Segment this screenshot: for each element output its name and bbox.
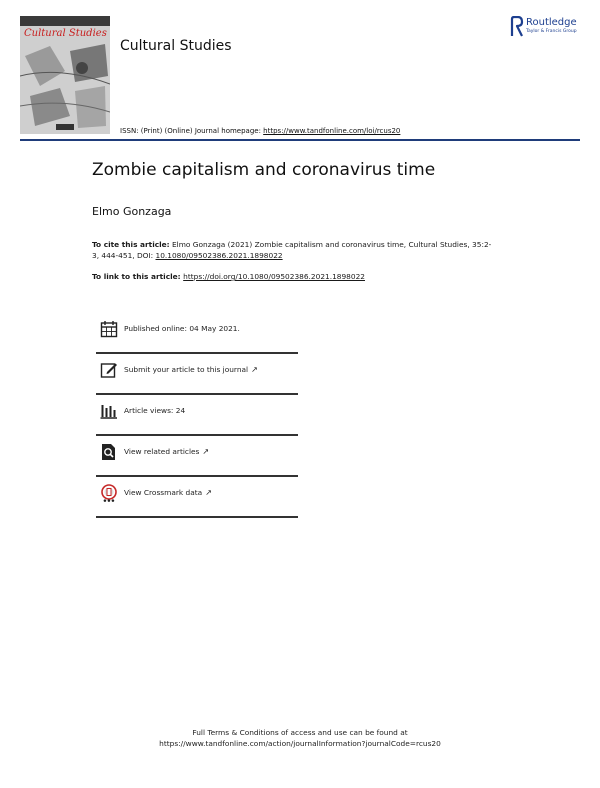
external-link-icon: ↗: [202, 447, 210, 456]
related-articles-row[interactable]: [96, 443, 298, 483]
article-views-row: [96, 402, 298, 442]
edit-icon: [100, 361, 118, 379]
link-label: To link to this article:: [92, 272, 184, 281]
article-title: Zombie capitalism and coronavirus time: [92, 160, 436, 180]
external-link-icon: ↗: [251, 365, 258, 374]
info-divider: [96, 434, 298, 436]
publisher-tagline: Taylor & Francis Group: [526, 29, 577, 34]
info-divider: [96, 475, 298, 477]
published-online-row: [96, 320, 298, 360]
info-divider: [96, 352, 298, 354]
citation-block: [92, 240, 492, 261]
external-link-icon: ↗: [205, 488, 212, 497]
crossmark-row[interactable]: [96, 484, 298, 524]
info-divider: [96, 393, 298, 395]
article-link-line: [92, 272, 365, 281]
journal-cover-image: [20, 16, 110, 134]
publisher-logo[interactable]: [510, 16, 586, 40]
issn-label: ISSN: (Print) (Online) Journal homepage:: [120, 127, 264, 135]
calendar-icon: [100, 320, 118, 338]
issn-line: [120, 127, 400, 135]
footer-terms-link[interactable]: https://www.tandfonline.com/action/journalInformation?journalCode=rcus20: [159, 739, 441, 748]
header-divider: [20, 139, 580, 141]
publisher-name: Routledge: [526, 17, 577, 28]
crossmark-icon: [100, 484, 118, 502]
related-articles-label: View related articles: [124, 447, 200, 456]
bar-chart-icon: [100, 402, 118, 420]
published-online-text: Published online: 04 May 2021.: [124, 324, 240, 333]
journal-homepage-link[interactable]: https://www.tandfonline.com/loi/rcus20: [263, 127, 401, 135]
citation-doi-link[interactable]: 10.1080/09502386.2021.1898022: [155, 250, 283, 260]
footer: [0, 727, 600, 749]
info-divider: [96, 516, 298, 518]
article-doi-link[interactable]: https://doi.org/10.1080/09502386.2021.1898022: [183, 272, 365, 281]
crossmark-link[interactable]: [124, 488, 212, 497]
related-articles-link[interactable]: [124, 447, 209, 456]
citation-label: To cite this article:: [92, 240, 170, 249]
svg-text:● ● ●: ● ● ●: [103, 498, 115, 502]
citation-text: Elmo Gonzaga (2021) Zombie capitalism and coronavirus time, Cultural Studies, 35:2-3, 444-451, DOI:: [92, 240, 492, 260]
footer-terms-text: Full Terms & Conditions of access and use can be found at: [192, 728, 408, 737]
search-document-icon: [100, 443, 118, 461]
crossmark-label: View Crossmark data: [124, 488, 203, 497]
cover-title: Cultural Studies: [24, 28, 107, 39]
journal-title[interactable]: Cultural Studies: [120, 38, 232, 54]
article-views-text: Article views: 24: [124, 406, 186, 415]
article-author: Elmo Gonzaga: [92, 205, 172, 218]
routledge-logo-icon: [510, 16, 524, 38]
submit-article-row[interactable]: [96, 361, 298, 401]
submit-article-label: Submit your article to this journal: [124, 365, 249, 374]
submit-article-link[interactable]: [124, 365, 258, 374]
